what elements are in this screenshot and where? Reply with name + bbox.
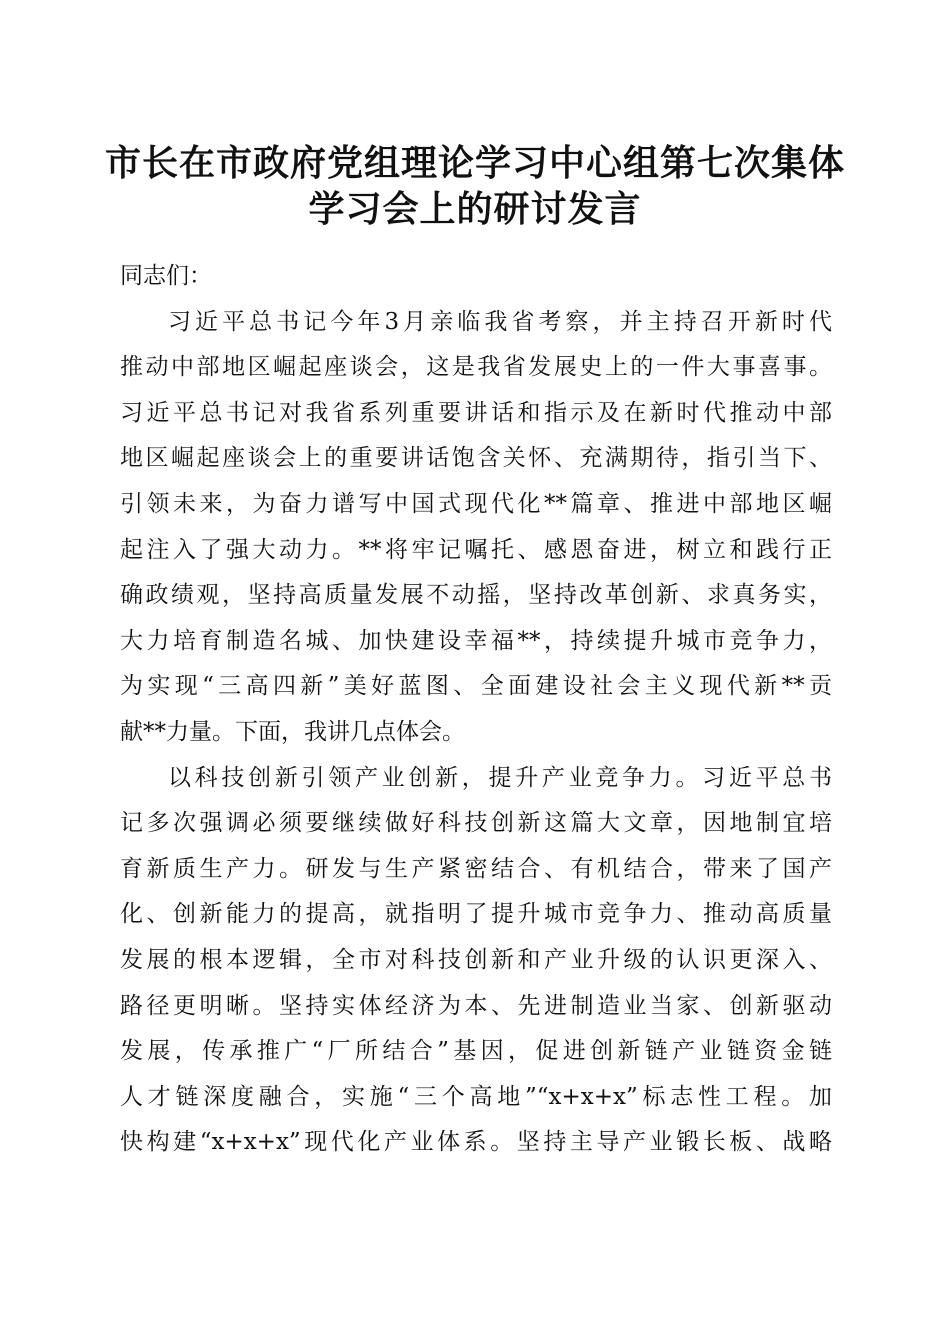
paragraph-2-line: 快构建“x+x+x”现代化产业体系。坚持主导产业锻长板、战略 [120, 1129, 832, 1156]
paragraph-2-line: 发展的根本逻辑，全市对科技创新和产业升级的认识更深入、 [120, 946, 832, 973]
paragraph-1-line: 推动中部地区崛起座谈会，这是我省发展史上的一件大事喜事。 [120, 354, 832, 381]
paragraph-2-line: 化、创新能力的提高，就指明了提升城市竞争力、推动高质量 [120, 901, 832, 928]
paragraph-1-line: 确政绩观，坚持高质量发展不动摇，坚持改革创新、求真务实， [120, 582, 832, 609]
paragraph-1-line: 为实现“三高四新”美好蓝图、全面建设社会主义现代新**贡 [120, 673, 832, 700]
paragraph-2-line: 以科技创新引领产业创新，提升产业竞争力。习近平总书 [168, 764, 832, 791]
paragraph-2-line: 路径更明晰。坚持实体经济为本、先进制造业当家、创新驱动 [120, 992, 832, 1019]
paragraph-2-line: 人才链深度融合，实施“三个高地”“x+x+x”标志性工程。加 [120, 1083, 832, 1110]
paragraph-1-line: 大力培育制造名城、加快建设幸福**，持续提升城市竞争力， [120, 627, 832, 654]
paragraph-1-line: 献**力量。下面，我讲几点体会。 [120, 718, 465, 745]
paragraph-2-line: 发展，传承推广“厂所结合”基因，促进创新链产业链资金链 [120, 1038, 832, 1065]
paragraph-1-line: 习近平总书记对我省系列重要讲话和指示及在新时代推动中部 [120, 399, 832, 426]
salutation: 同志们： [120, 263, 212, 289]
document-body [120, 254, 832, 1166]
title-line-1: 市长在市政府党组理论学习中心组第七次集体 [104, 142, 845, 184]
paragraph-2-line: 记多次强调必须要继续做好科技创新这篇大文章，因地制宜培 [120, 810, 832, 837]
paragraph-2-line: 育新质生产力。研发与生产紧密结合、有机结合，带来了国产 [120, 855, 832, 882]
paragraph-1-line: 起注入了强大动力。**将牢记嘱托、感恩奋进，树立和践行正 [120, 536, 832, 563]
document-title [0, 140, 950, 232]
paragraph-1-line: 引领未来，为奋力谱写中国式现代化**篇章、推进中部地区崛 [120, 490, 832, 517]
paragraph-1-line: 地区崛起座谈会上的重要讲话饱含关怀、充满期待，指引当下、 [120, 445, 832, 472]
paragraph-1-line: 习近平总书记今年3月亲临我省考察，并主持召开新时代 [168, 308, 832, 335]
title-line-2: 学习会上的研讨发言 [308, 188, 642, 230]
